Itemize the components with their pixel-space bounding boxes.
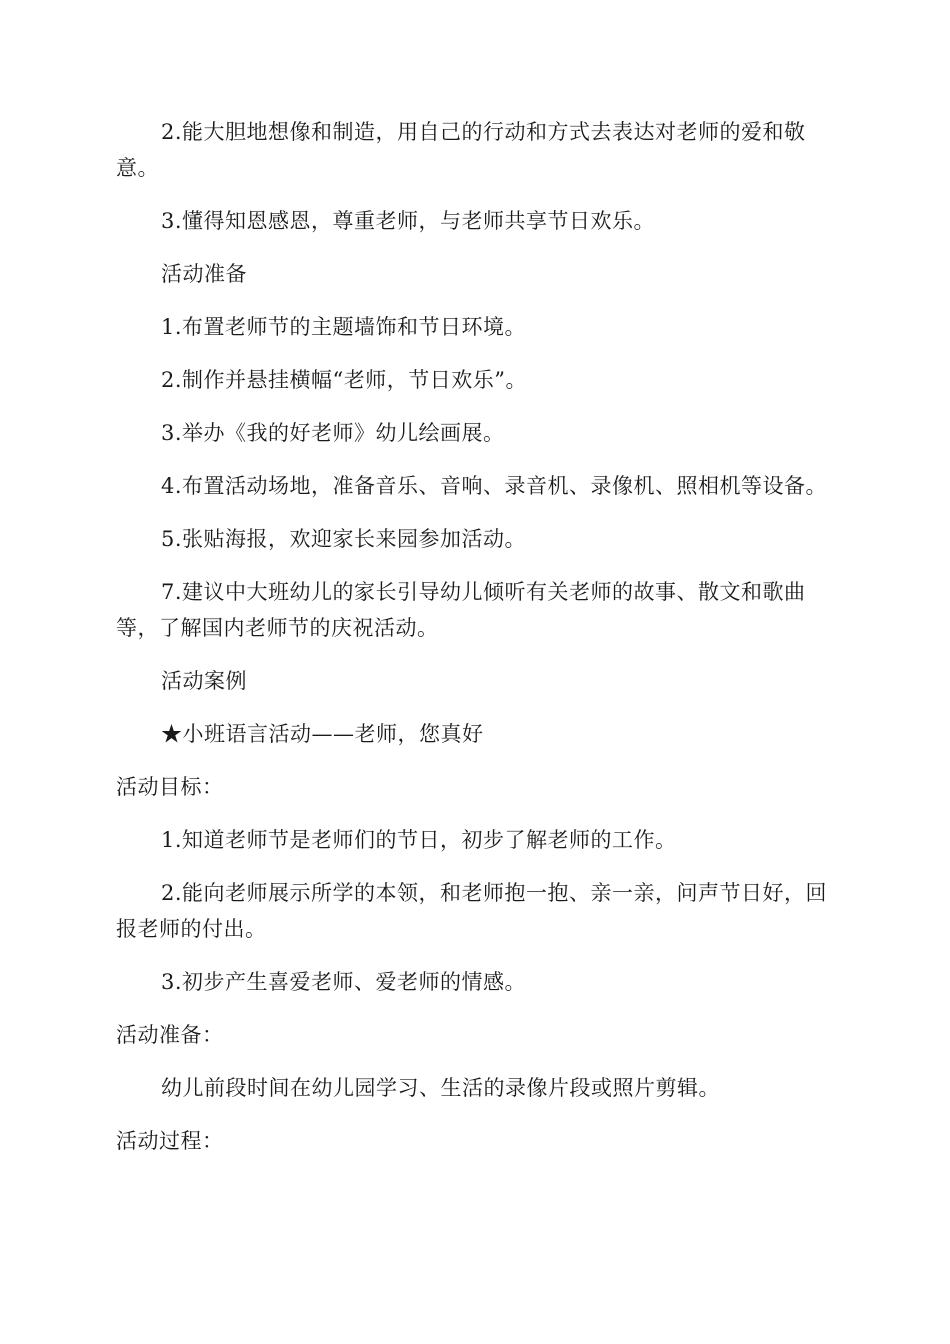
preparation-item-2: 2.制作并悬挂横幅“老师，节日欢乐”。 bbox=[161, 368, 528, 392]
case-goal-item-3: 3.初步产生喜爱老师、爱老师的情感。 bbox=[161, 970, 527, 994]
case-goal-item-1: 1.知道老师节是老师们的节日，初步了解老师的工作。 bbox=[161, 828, 677, 852]
case-title: ★小班语言活动——老师，您真好 bbox=[161, 722, 484, 746]
document-body bbox=[116, 114, 836, 1176]
case-preparation-text: 幼儿前段时间在幼儿园学习、生活的录像片段或照片剪辑。 bbox=[161, 1076, 720, 1100]
goal-item-2: 2.能大胆地想像和制造，用自己的行动和方式去表达对老师的爱和敬意。 bbox=[116, 120, 806, 180]
case-preparation-heading: 活动准备： bbox=[116, 1023, 224, 1047]
goal-item-3: 3.懂得知恩感恩，尊重老师，与老师共享节日欢乐。 bbox=[161, 209, 656, 233]
preparation-item-7: 7.建议中大班幼儿的家长引导幼儿倾听有关老师的故事、散文和歌曲等，了解国内老师节的庆祝活动。 bbox=[116, 580, 806, 640]
preparation-item-3: 3.举办《我的好老师》幼儿绘画展。 bbox=[161, 421, 505, 445]
preparation-item-1: 1.布置老师节的主题墙饰和节日环境。 bbox=[161, 315, 527, 339]
section-heading-cases: 活动案例 bbox=[161, 669, 247, 693]
case-process-heading: 活动过程： bbox=[116, 1129, 224, 1153]
section-heading-preparation: 活动准备 bbox=[161, 262, 247, 286]
preparation-item-5: 5.张贴海报，欢迎家长来园参加活动。 bbox=[161, 527, 527, 551]
case-goal-item-2: 2.能向老师展示所学的本领，和老师抱一抱、亲一亲，问声节日好，回报老师的付出。 bbox=[116, 881, 828, 941]
preparation-item-4: 4.布置活动场地，准备音乐、音响、录音机、录像机、照相机等设备。 bbox=[161, 474, 828, 498]
case-goals-heading: 活动目标： bbox=[116, 775, 224, 799]
